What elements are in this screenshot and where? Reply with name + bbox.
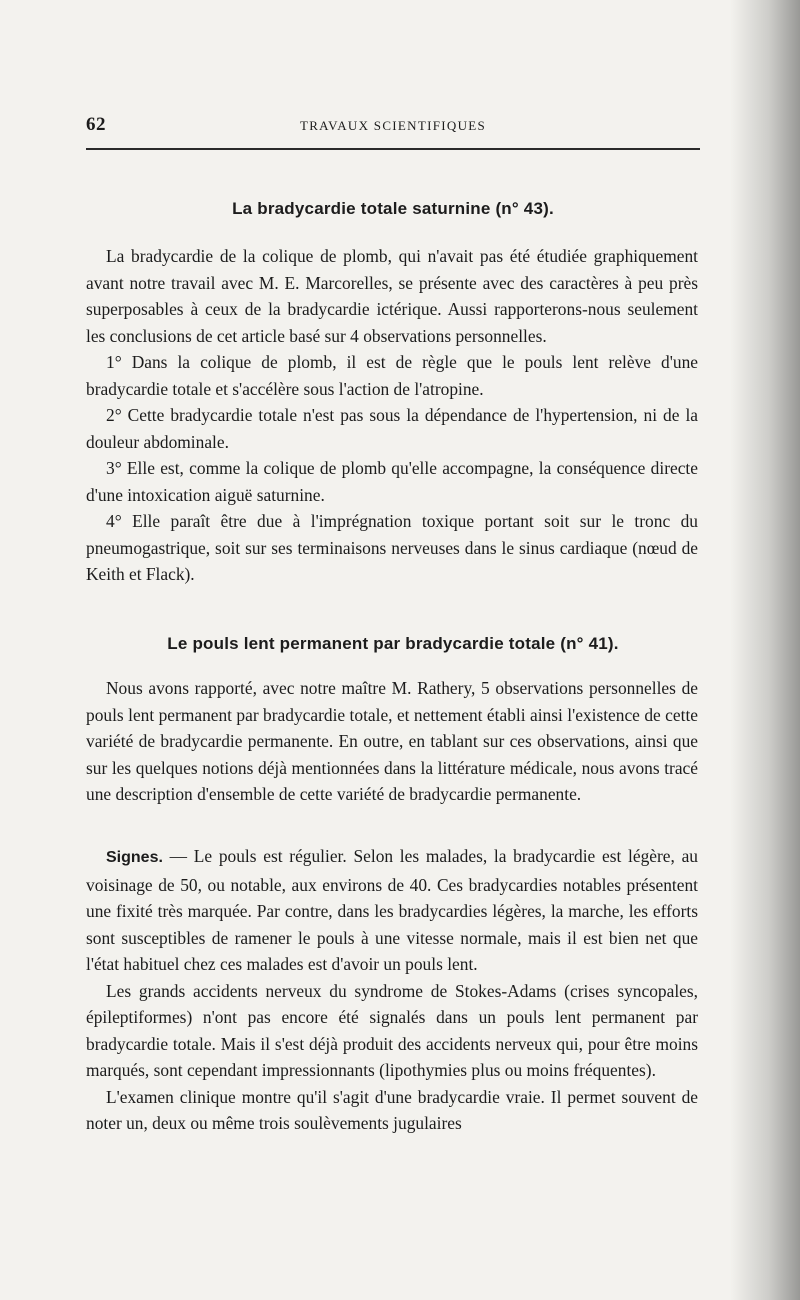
numbered-point-2: 2° Cette bradycardie totale n'est pas sous la dépendance de l'hypertension, ni de la douleur abdominale.	[86, 405, 698, 452]
paragraph: La bradycardie de la colique de plomb, qui n'avait pas été étudiée graphiquement avant notre travail avec M. E. Marcorelles, se présente avec des caractères à peu près superposables à ceux de la bradycardie ictérique. Aussi rapporterons-nous seulement les conclusions de cet article basé sur 4 observations personnelles.	[86, 246, 698, 346]
numbered-point-4: 4° Elle paraît être due à l'imprégnation toxique portant soit sur le tronc du pneumogastrique, soit sur ses terminaisons nerveuses dans le sinus cardiaque (nœud de Keith et Flack).	[86, 511, 698, 584]
paragraph: Les grands accidents nerveux du syndrome de Stokes-Adams (crises syncopales, épileptiformes) n'ont pas encore été signalés dans un pouls lent permanent par bradycardie totale. Mais il s'est déjà produit des accidents nerveux qui, pour être moins marqués, sont cependant impressionnants (lipothymies plus ou moins fréquentes).	[86, 980, 698, 1080]
book-page	[86, 0, 700, 1300]
page-number: 62	[86, 114, 106, 135]
section-intro-permanent	[86, 675, 698, 808]
signes-label: Signes.	[106, 849, 163, 866]
running-title: TRAVAUX SCIENTIFIQUES	[299, 118, 487, 133]
numbered-point-1: 1° Dans la colique de plomb, il est de règle que le pouls lent relève d'une bradycardie totale et s'accélère sous l'action de l'atropine.	[86, 352, 698, 399]
header-rule	[86, 148, 700, 150]
paragraph: Nous avons rapporté, avec notre maître M. Rathery, 5 observations personnelles de pouls lent permanent par bradycardie totale, et nettement établi ainsi l'existence de cette variété de bradycardie permanente. En outre, en tablant sur ces observations, ainsi que sur les quelques notions déjà mentionnées dans la littérature médicale, nous avons tracé une description d'ensemble de cette variété de bradycardie permanente.	[86, 678, 698, 804]
section-title-permanent: Le pouls lent permanent par bradycardie totale (n° 41).	[167, 634, 619, 653]
signes-paragraph	[86, 843, 698, 978]
signes-text: — Le pouls est régulier. Selon les malades, la bradycardie est légère, au voisinage de 50, ou notable, aux environs de 40. Ces bradycardies notables présentent une fixité très marquée. Par contre, dans les bradycardies légères, la marche, les efforts sont susceptibles de ramener le pouls à une vitesse normale, mais il est bien net que l'état habituel chez ces malades est d'avoir un pouls lent.	[86, 846, 698, 974]
section-body-signes	[86, 843, 698, 1137]
running-head	[86, 114, 700, 138]
section-title-saturnine: La bradycardie totale saturnine (n° 43).	[232, 199, 554, 218]
paragraph: L'examen clinique montre qu'il s'agit d'une bradycardie vraie. Il permet souvent de noter un, deux ou même trois soulèvements jugulaires	[86, 1086, 698, 1133]
numbered-point-3: 3° Elle est, comme la colique de plomb qu'elle accompagne, la conséquence directe d'une intoxication aiguë saturnine.	[86, 458, 698, 505]
section-body-saturnine	[86, 243, 698, 588]
page-edge-shadow	[730, 0, 800, 1300]
